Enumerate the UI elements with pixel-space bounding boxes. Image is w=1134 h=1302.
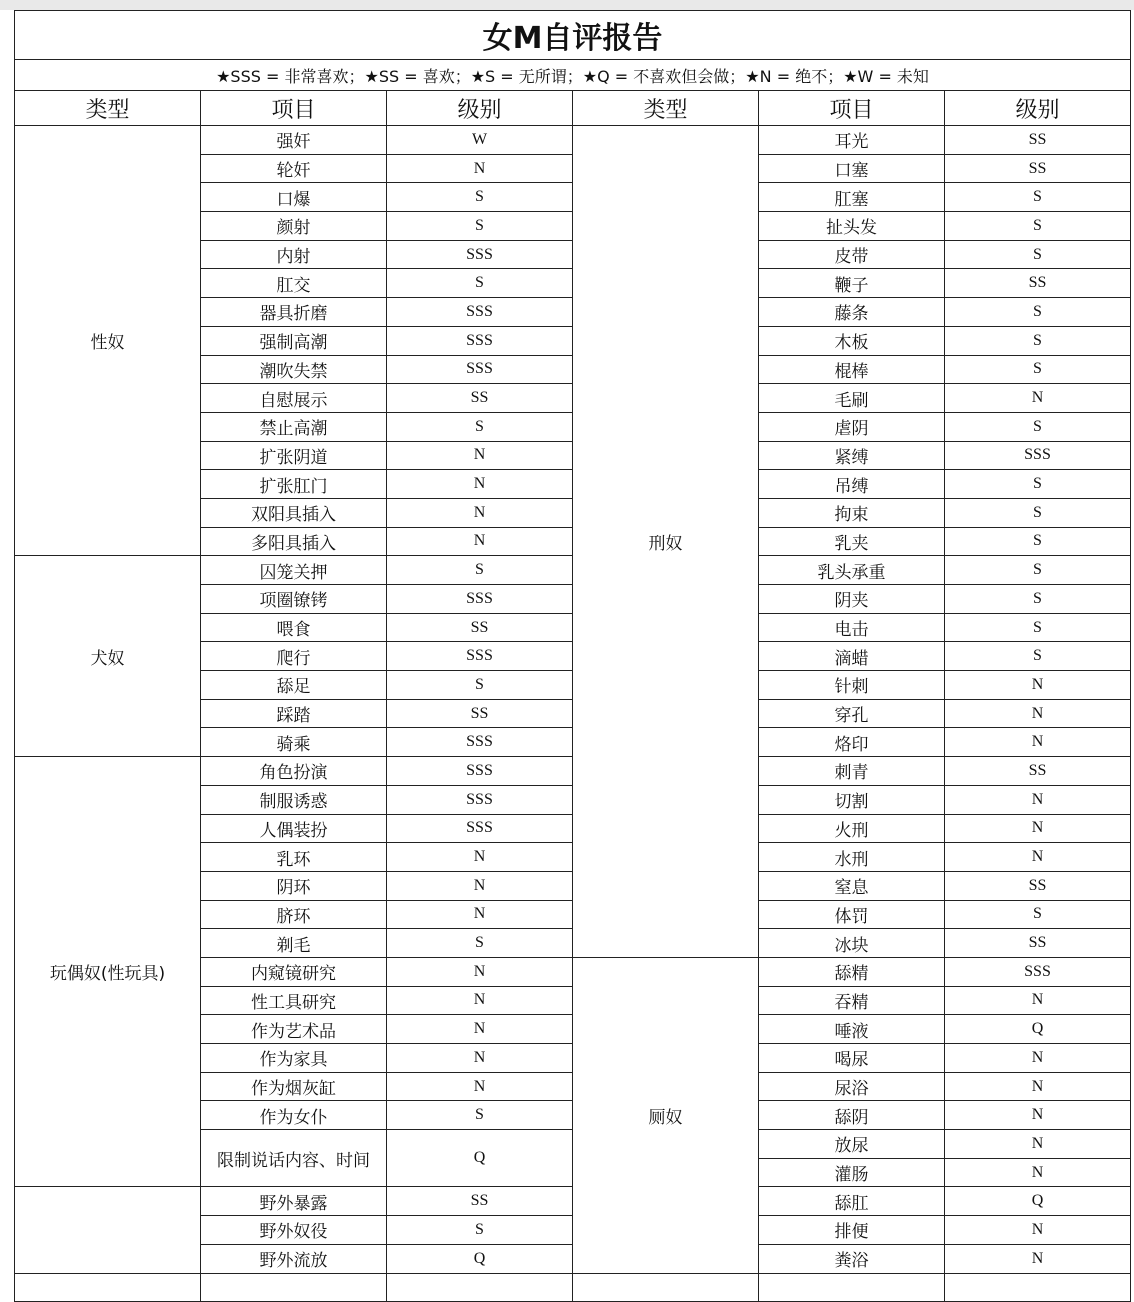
empty-cell [387,1273,573,1302]
left-level-cell: N [387,843,573,872]
right-level-cell: S [945,556,1131,585]
left-level-cell: W [387,126,573,155]
left-item-cell: 剃毛 [201,929,387,958]
left-item-cell: 强制高潮 [201,326,387,355]
right-level-cell: SS [945,269,1131,298]
empty-cell [945,1273,1131,1302]
right-item-cell: 紧缚 [759,441,945,470]
left-level-cell: SSS [387,585,573,614]
right-level-cell: N [945,699,1131,728]
right-level-cell: SS [945,126,1131,155]
left-level-cell: N [387,986,573,1015]
left-item-cell: 野外奴役 [201,1216,387,1245]
left-category-cell: 性奴 [15,126,201,556]
report-table [14,10,1131,1302]
report-sheet [14,10,1130,1302]
left-level-cell: SSS [387,728,573,757]
left-item-cell: 颜射 [201,212,387,241]
right-level-cell: SSS [945,957,1131,986]
left-level-cell: N [387,1015,573,1044]
right-item-cell: 乳头承重 [759,556,945,585]
left-level-cell: S [387,183,573,212]
left-item-cell: 扩张阴道 [201,441,387,470]
left-level-cell: SSS [387,785,573,814]
right-item-cell: 吞精 [759,986,945,1015]
left-category-cell: 玩偶奴(性玩具) [15,757,201,1187]
right-level-cell: N [945,1044,1131,1073]
header-type-left: 类型 [15,91,201,126]
left-level-cell: SS [387,613,573,642]
right-item-cell: 舔阴 [759,1101,945,1130]
right-item-cell: 灌肠 [759,1158,945,1187]
right-level-cell: SS [945,929,1131,958]
right-level-cell: N [945,1130,1131,1159]
right-item-cell: 乳夹 [759,527,945,556]
report-title: 女M自评报告 [15,11,1131,60]
left-item-cell: 制服诱惑 [201,785,387,814]
right-item-cell: 切割 [759,785,945,814]
left-level-cell: Q [387,1244,573,1273]
left-item-cell: 轮奸 [201,154,387,183]
right-item-cell: 木板 [759,326,945,355]
left-item-cell: 项圈镣铐 [201,585,387,614]
left-level-cell: Q [387,1130,573,1187]
left-item-cell: 角色扮演 [201,757,387,786]
left-level-cell: S [387,269,573,298]
header-item-left: 项目 [201,91,387,126]
right-item-cell: 窒息 [759,871,945,900]
left-item-cell: 舔足 [201,671,387,700]
right-level-cell: N [945,1216,1131,1245]
left-level-cell: SSS [387,642,573,671]
right-level-cell: N [945,986,1131,1015]
left-item-cell: 多阳具插入 [201,527,387,556]
left-item-cell: 肛交 [201,269,387,298]
right-level-cell: SS [945,757,1131,786]
left-item-cell: 乳环 [201,843,387,872]
left-item-cell: 人偶装扮 [201,814,387,843]
left-level-cell: S [387,671,573,700]
empty-cell [15,1273,201,1302]
right-level-cell: Q [945,1187,1131,1216]
header-type-right: 类型 [573,91,759,126]
right-item-cell: 喝尿 [759,1044,945,1073]
header-row [15,91,1131,126]
right-item-cell: 肛塞 [759,183,945,212]
empty-cell [759,1273,945,1302]
left-level-cell: SSS [387,757,573,786]
left-level-cell: SS [387,1187,573,1216]
right-item-cell: 刺青 [759,757,945,786]
right-item-cell: 毛刷 [759,384,945,413]
left-level-cell: N [387,1044,573,1073]
right-level-cell: S [945,900,1131,929]
right-level-cell: S [945,642,1131,671]
right-item-cell: 棍棒 [759,355,945,384]
left-item-cell: 口爆 [201,183,387,212]
rating-legend: ★SSS = 非常喜欢；★SS = 喜欢；★S = 无所谓；★Q = 不喜欢但会做；★N = 绝不；★W = 未知 [15,60,1131,91]
right-level-cell: S [945,355,1131,384]
left-item-cell: 强奸 [201,126,387,155]
table-row [15,1273,1131,1302]
left-item-cell: 自慰展示 [201,384,387,413]
left-level-cell: N [387,441,573,470]
right-item-cell: 烙印 [759,728,945,757]
table-row [15,126,1131,155]
left-level-cell: N [387,1072,573,1101]
left-item-cell: 禁止高潮 [201,412,387,441]
left-level-cell: SSS [387,298,573,327]
table-body [15,126,1131,1302]
right-item-cell: 排便 [759,1216,945,1245]
left-level-cell: SSS [387,326,573,355]
left-level-cell: S [387,412,573,441]
left-item-cell: 潮吹失禁 [201,355,387,384]
left-item-cell: 骑乘 [201,728,387,757]
left-item-cell: 性工具研究 [201,986,387,1015]
left-item-cell: 野外流放 [201,1244,387,1273]
left-level-cell: SS [387,384,573,413]
left-level-cell: N [387,154,573,183]
right-level-cell: SSS [945,441,1131,470]
right-item-cell: 体罚 [759,900,945,929]
right-level-cell: S [945,470,1131,499]
right-item-cell: 阴夹 [759,585,945,614]
left-level-cell: N [387,470,573,499]
left-level-cell: SSS [387,814,573,843]
right-level-cell: S [945,240,1131,269]
right-item-cell: 吊缚 [759,470,945,499]
right-item-cell: 拘束 [759,498,945,527]
right-item-cell: 粪浴 [759,1244,945,1273]
right-item-cell: 舔肛 [759,1187,945,1216]
left-item-cell: 喂食 [201,613,387,642]
left-item-cell: 作为烟灰缸 [201,1072,387,1101]
top-scroll-bar [0,0,1134,10]
right-level-cell: N [945,785,1131,814]
right-level-cell: N [945,814,1131,843]
right-category-cell: 刑奴 [573,126,759,958]
right-level-cell: S [945,212,1131,241]
empty-cell [573,1273,759,1302]
header-item-right: 项目 [759,91,945,126]
right-item-cell: 耳光 [759,126,945,155]
left-item-cell: 作为女仆 [201,1101,387,1130]
left-category-cell: 犬奴 [15,556,201,757]
right-item-cell: 穿孔 [759,699,945,728]
left-item-cell: 作为家具 [201,1044,387,1073]
header-level-left: 级别 [387,91,573,126]
left-category-cell [15,1187,201,1273]
right-category-cell: 厕奴 [573,957,759,1273]
right-item-cell: 扯头发 [759,212,945,241]
left-item-cell: 内射 [201,240,387,269]
left-level-cell: S [387,212,573,241]
right-level-cell: S [945,298,1131,327]
left-item-cell: 双阳具插入 [201,498,387,527]
right-level-cell: N [945,671,1131,700]
header-level-right: 级别 [945,91,1131,126]
right-level-cell: S [945,498,1131,527]
right-item-cell: 虐阴 [759,412,945,441]
right-level-cell: S [945,585,1131,614]
right-level-cell: N [945,1244,1131,1273]
right-item-cell: 皮带 [759,240,945,269]
right-item-cell: 舔精 [759,957,945,986]
right-item-cell: 口塞 [759,154,945,183]
left-item-cell: 囚笼关押 [201,556,387,585]
left-level-cell: SS [387,699,573,728]
left-level-cell: N [387,498,573,527]
right-level-cell: S [945,326,1131,355]
left-item-cell: 内窥镜研究 [201,957,387,986]
right-item-cell: 冰块 [759,929,945,958]
left-item-cell: 爬行 [201,642,387,671]
right-item-cell: 放尿 [759,1130,945,1159]
left-level-cell: S [387,556,573,585]
right-level-cell: N [945,1072,1131,1101]
right-item-cell: 鞭子 [759,269,945,298]
left-item-cell: 限制说话内容、时间 [201,1130,387,1187]
right-level-cell: N [945,1158,1131,1187]
right-level-cell: S [945,412,1131,441]
left-level-cell: N [387,957,573,986]
left-item-cell: 扩张肛门 [201,470,387,499]
right-item-cell: 火刑 [759,814,945,843]
right-level-cell: N [945,843,1131,872]
left-item-cell: 器具折磨 [201,298,387,327]
right-item-cell: 水刑 [759,843,945,872]
right-item-cell: 滴蜡 [759,642,945,671]
right-level-cell: N [945,384,1131,413]
right-level-cell: N [945,1101,1131,1130]
left-item-cell: 踩踏 [201,699,387,728]
left-item-cell: 作为艺术品 [201,1015,387,1044]
right-level-cell: SS [945,871,1131,900]
left-level-cell: S [387,1101,573,1130]
right-level-cell: SS [945,154,1131,183]
left-item-cell: 脐环 [201,900,387,929]
right-item-cell: 尿浴 [759,1072,945,1101]
left-level-cell: N [387,871,573,900]
right-item-cell: 唾液 [759,1015,945,1044]
right-level-cell: S [945,613,1131,642]
left-level-cell: N [387,900,573,929]
left-level-cell: SSS [387,240,573,269]
right-level-cell: Q [945,1015,1131,1044]
left-item-cell: 野外暴露 [201,1187,387,1216]
right-level-cell: S [945,183,1131,212]
left-level-cell: S [387,929,573,958]
right-level-cell: S [945,527,1131,556]
left-item-cell: 阴环 [201,871,387,900]
left-level-cell: N [387,527,573,556]
right-item-cell: 电击 [759,613,945,642]
empty-cell [201,1273,387,1302]
left-level-cell: S [387,1216,573,1245]
left-level-cell: SSS [387,355,573,384]
right-item-cell: 藤条 [759,298,945,327]
right-level-cell: N [945,728,1131,757]
right-item-cell: 针刺 [759,671,945,700]
